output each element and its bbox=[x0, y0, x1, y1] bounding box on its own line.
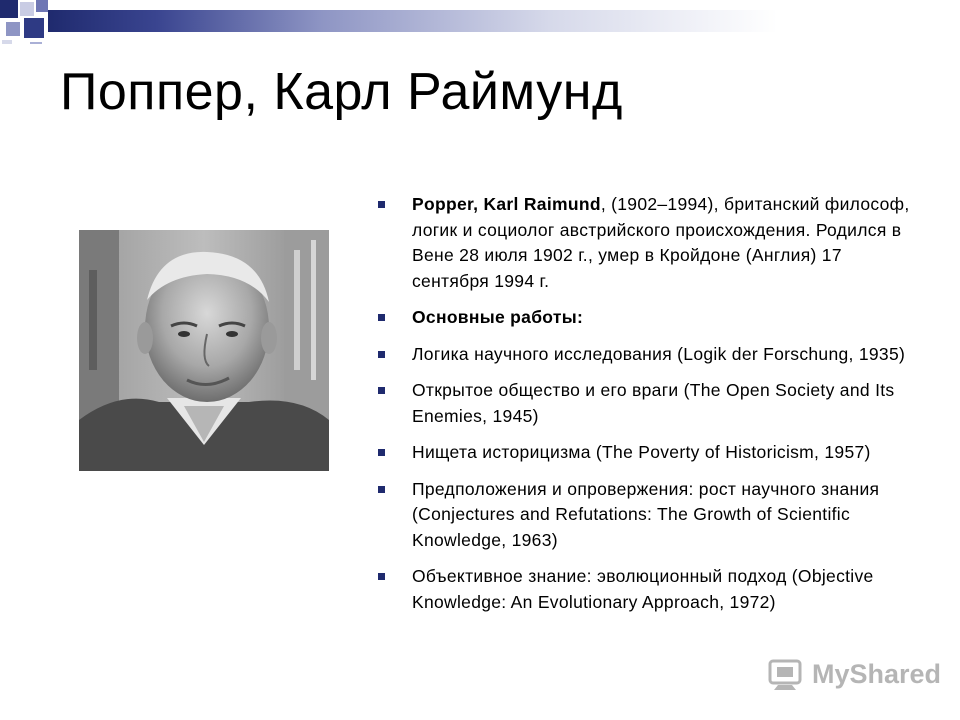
bullet-text: Предположения и опровержения: рост научного знания (Conjectures and Refutations: The Growth of Scientific Knowledge, 1963) bbox=[412, 478, 880, 550]
decor-square bbox=[36, 0, 48, 12]
list-item bbox=[376, 342, 916, 368]
decor-square bbox=[24, 18, 44, 38]
bullet-text: Открытое общество и его враги (The Open Society and Its Enemies, 1945) bbox=[412, 380, 895, 426]
myshared-watermark bbox=[768, 656, 941, 692]
bullet-marker bbox=[378, 486, 385, 493]
bullet-marker bbox=[378, 314, 385, 321]
decor-square bbox=[6, 22, 20, 36]
bullet-marker bbox=[378, 449, 385, 456]
bullet-marker bbox=[378, 351, 385, 358]
header-gradient-strip bbox=[48, 10, 960, 32]
bullet-text: Нищета историцизма (The Poverty of Historicism, 1957) bbox=[412, 442, 871, 462]
bullet-marker bbox=[378, 201, 385, 208]
bullet-lead: Основные работы: bbox=[412, 307, 584, 327]
decor-square bbox=[20, 2, 34, 16]
slide-title: Поппер, Карл Раймунд bbox=[60, 63, 623, 121]
bullet-lead: Popper, Karl Raimund bbox=[412, 194, 601, 214]
bullet-text: Объективное знание: эволюционный подход (Objective Knowledge: An Evolutionary Approach, 1972) bbox=[412, 566, 874, 612]
list-item bbox=[376, 477, 916, 554]
bullet-text: Логика научного исследования (Logik der Forschung, 1935) bbox=[412, 343, 906, 364]
decor-square bbox=[30, 42, 42, 44]
list-item bbox=[376, 440, 916, 466]
list-item bbox=[376, 192, 916, 294]
list-item bbox=[376, 564, 916, 615]
portrait-photo bbox=[79, 230, 329, 471]
myshared-logo-icon bbox=[768, 657, 806, 691]
watermark-text: MyShared bbox=[812, 658, 942, 689]
list-item bbox=[376, 305, 916, 331]
bullet-list bbox=[376, 192, 916, 626]
bullet-marker bbox=[378, 387, 385, 394]
bullet-text: , (1902–1994), британский философ, логик и социолог австрийского происхождения. Родился в Вене 28 июля 1902 г., умер в Кройдоне (Англия) 17 сентября 1994 г. bbox=[412, 194, 910, 291]
decor-square bbox=[2, 40, 12, 44]
list-item bbox=[376, 378, 916, 429]
decorative-header-bar bbox=[0, 0, 960, 44]
bullet-marker bbox=[378, 573, 385, 580]
decor-square bbox=[0, 0, 18, 18]
